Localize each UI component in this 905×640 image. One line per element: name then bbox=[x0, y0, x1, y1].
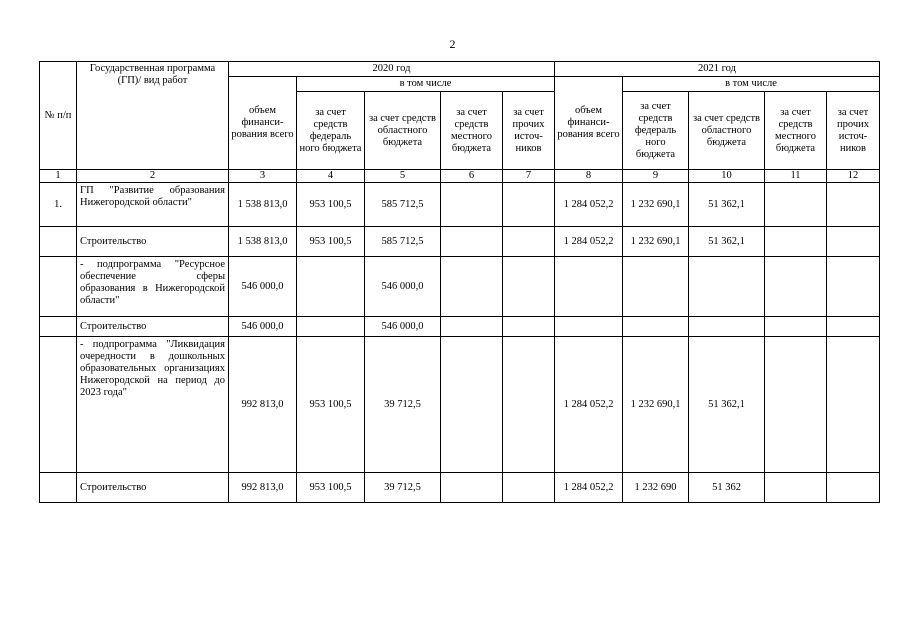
cell-federal-2020 bbox=[297, 257, 365, 317]
cell-federal-2020: 953 100,5 bbox=[297, 227, 365, 257]
cell-local-2021 bbox=[765, 337, 827, 473]
cell-local-2021 bbox=[765, 257, 827, 317]
cell-federal-2020: 953 100,5 bbox=[297, 337, 365, 473]
cell-federal-2021: 1 232 690 bbox=[623, 473, 689, 503]
cell-other-2020 bbox=[503, 317, 555, 337]
cell-regional-2021: 51 362,1 bbox=[689, 183, 765, 227]
cell-other-2020 bbox=[503, 473, 555, 503]
cell-other-2020 bbox=[503, 337, 555, 473]
column-number: 11 bbox=[765, 170, 827, 183]
cell-local-2021 bbox=[765, 227, 827, 257]
row-num bbox=[40, 227, 77, 257]
cell-other-2021 bbox=[827, 183, 880, 227]
cell-local-2020 bbox=[441, 183, 503, 227]
header-including-2021: в том числе bbox=[623, 77, 880, 92]
cell-regional-2020: 585 712,5 bbox=[365, 183, 441, 227]
program-name: Строительство bbox=[77, 227, 229, 257]
cell-federal-2020 bbox=[297, 317, 365, 337]
header-including-2020: в том числе bbox=[297, 77, 555, 92]
cell-other-2021 bbox=[827, 257, 880, 317]
header-federal-2021: за счет средств федераль ного бюджета bbox=[623, 92, 689, 170]
header-federal-2020: за счет средств федераль ного бюджета bbox=[297, 92, 365, 170]
header-other-2021: за счет прочих источ-ников bbox=[827, 92, 880, 170]
row-num bbox=[40, 473, 77, 503]
row-num bbox=[40, 257, 77, 317]
row-num bbox=[40, 337, 77, 473]
cell-total-2020: 992 813,0 bbox=[229, 473, 297, 503]
header-other-2020: за счет прочих источ-ников bbox=[503, 92, 555, 170]
cell-total-2021: 1 284 052,2 bbox=[555, 183, 623, 227]
column-number: 8 bbox=[555, 170, 623, 183]
cell-total-2021 bbox=[555, 317, 623, 337]
cell-other-2021 bbox=[827, 227, 880, 257]
cell-local-2020 bbox=[441, 473, 503, 503]
column-number: 3 bbox=[229, 170, 297, 183]
cell-other-2020 bbox=[503, 183, 555, 227]
header-year-2021: 2021 год bbox=[555, 62, 880, 77]
cell-total-2020: 1 538 813,0 bbox=[229, 183, 297, 227]
cell-federal-2021: 1 232 690,1 bbox=[623, 227, 689, 257]
program-name: Строительство bbox=[77, 317, 229, 337]
cell-regional-2020: 585 712,5 bbox=[365, 227, 441, 257]
cell-other-2021 bbox=[827, 317, 880, 337]
cell-local-2021 bbox=[765, 473, 827, 503]
cell-federal-2021 bbox=[623, 257, 689, 317]
cell-total-2021 bbox=[555, 257, 623, 317]
header-regional-2021: за счет средств областного бюджета bbox=[689, 92, 765, 170]
cell-local-2020 bbox=[441, 317, 503, 337]
cell-total-2021: 1 284 052,2 bbox=[555, 227, 623, 257]
cell-other-2020 bbox=[503, 227, 555, 257]
cell-total-2021: 1 284 052,2 bbox=[555, 473, 623, 503]
cell-local-2020 bbox=[441, 337, 503, 473]
cell-federal-2021 bbox=[623, 317, 689, 337]
cell-regional-2021: 51 362 bbox=[689, 473, 765, 503]
cell-other-2021 bbox=[827, 473, 880, 503]
header-regional-2020: за счет средств областного бюджета bbox=[365, 92, 441, 170]
cell-other-2021 bbox=[827, 337, 880, 473]
cell-regional-2020: 546 000,0 bbox=[365, 257, 441, 317]
header-num: № п/п bbox=[40, 62, 77, 170]
page-number: 2 bbox=[449, 37, 456, 51]
column-number: 10 bbox=[689, 170, 765, 183]
header-year-2020: 2020 год bbox=[229, 62, 555, 77]
cell-federal-2021: 1 232 690,1 bbox=[623, 337, 689, 473]
cell-federal-2020: 953 100,5 bbox=[297, 183, 365, 227]
cell-regional-2020: 546 000,0 bbox=[365, 317, 441, 337]
cell-total-2020: 992 813,0 bbox=[229, 337, 297, 473]
table-row bbox=[40, 227, 880, 257]
cell-federal-2020: 953 100,5 bbox=[297, 473, 365, 503]
row-num: 1. bbox=[40, 183, 77, 227]
program-name: ГП "Развитие образования Нижегородской области" bbox=[77, 183, 229, 227]
program-name: Строительство bbox=[77, 473, 229, 503]
program-name: - подпрограмма "Ликвидация очередности в дошкольных образовательных организациях Нижегородской на период до 2023 года" bbox=[77, 337, 229, 473]
column-number: 7 bbox=[503, 170, 555, 183]
column-number: 9 bbox=[623, 170, 689, 183]
table-row bbox=[40, 257, 880, 317]
cell-total-2020: 546 000,0 bbox=[229, 317, 297, 337]
column-number: 6 bbox=[441, 170, 503, 183]
column-number: 5 bbox=[365, 170, 441, 183]
column-number: 1 bbox=[40, 170, 77, 183]
cell-other-2020 bbox=[503, 257, 555, 317]
cell-regional-2021: 51 362,1 bbox=[689, 337, 765, 473]
table-row bbox=[40, 473, 880, 503]
table-row bbox=[40, 337, 880, 473]
cell-total-2020: 1 538 813,0 bbox=[229, 227, 297, 257]
cell-regional-2020: 39 712,5 bbox=[365, 337, 441, 473]
cell-local-2021 bbox=[765, 183, 827, 227]
column-number: 12 bbox=[827, 170, 880, 183]
cell-local-2020 bbox=[441, 227, 503, 257]
cell-local-2021 bbox=[765, 317, 827, 337]
cell-regional-2020: 39 712,5 bbox=[365, 473, 441, 503]
cell-regional-2021 bbox=[689, 317, 765, 337]
header-program: Государственная программа (ГП)/ вид работ bbox=[77, 62, 229, 170]
row-num bbox=[40, 317, 77, 337]
program-name: - подпрограмма "Ресурсное обеспечение сферы образования в Нижегородской области" bbox=[77, 257, 229, 317]
financing-table bbox=[39, 61, 880, 503]
cell-total-2020: 546 000,0 bbox=[229, 257, 297, 317]
cell-regional-2021 bbox=[689, 257, 765, 317]
table-row bbox=[40, 317, 880, 337]
table-row bbox=[40, 183, 880, 227]
cell-regional-2021: 51 362,1 bbox=[689, 227, 765, 257]
cell-total-2021: 1 284 052,2 bbox=[555, 337, 623, 473]
cell-federal-2021: 1 232 690,1 bbox=[623, 183, 689, 227]
header-total-2021: объем финанси-рования всего bbox=[555, 77, 623, 170]
header-total-2020: объем финанси-рования всего bbox=[229, 77, 297, 170]
column-number: 2 bbox=[77, 170, 229, 183]
header-local-2021: за счет средств местного бюджета bbox=[765, 92, 827, 170]
column-number: 4 bbox=[297, 170, 365, 183]
header-local-2020: за счет средств местного бюджета bbox=[441, 92, 503, 170]
cell-local-2020 bbox=[441, 257, 503, 317]
